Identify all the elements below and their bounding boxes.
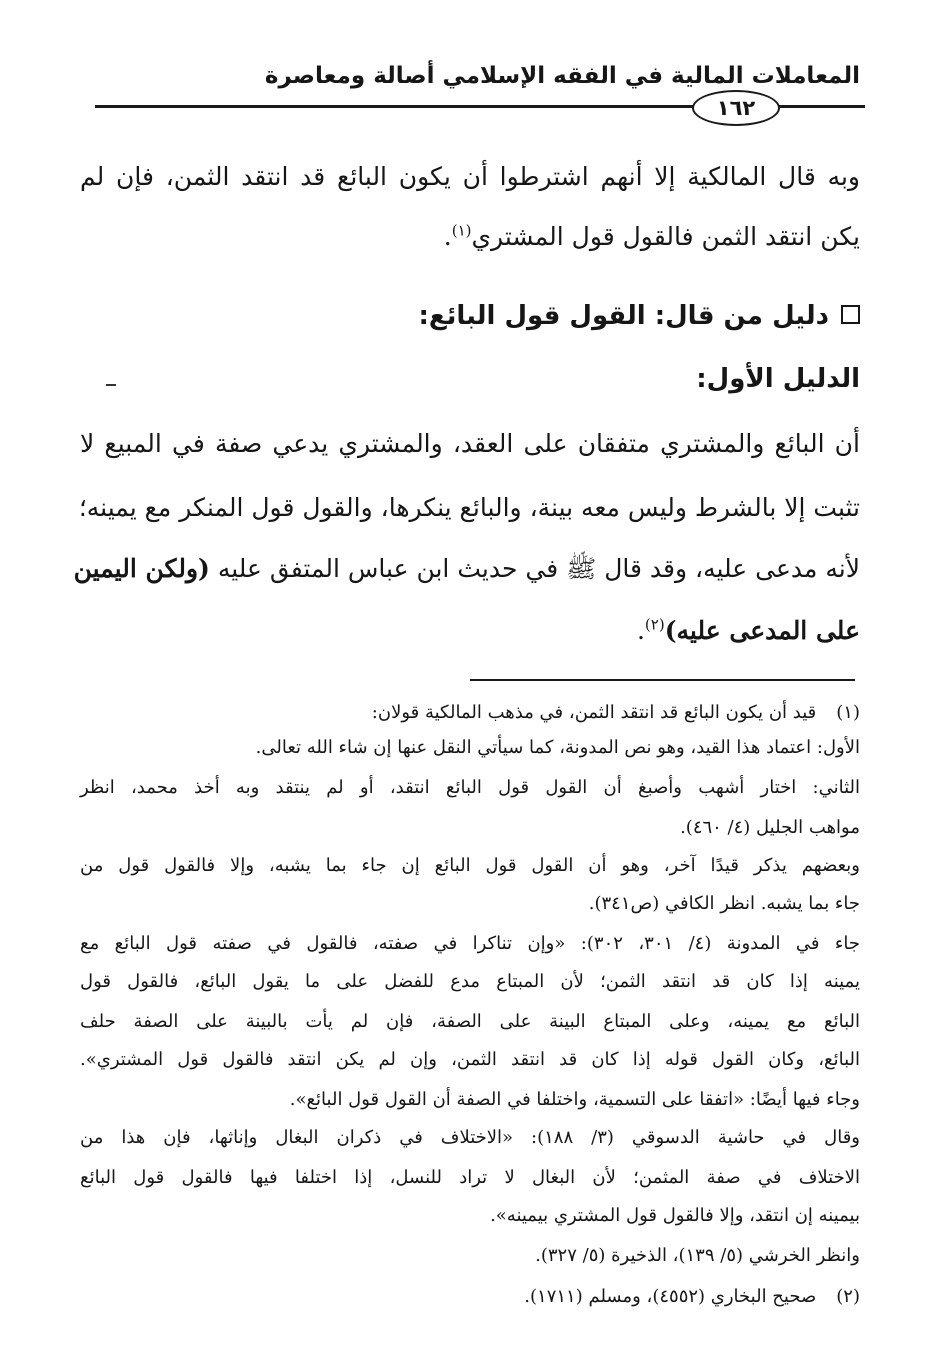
subheading: الدليل الأول: bbox=[696, 364, 860, 394]
body-line: وبه قال المالكية إلا أنهم اشترطوا أن يكون البائع قد انتقد الثمن، فإن لم bbox=[80, 162, 860, 191]
footnote-line: جاء بما يشبه. انظر الكافي (ص٣٤١). bbox=[588, 893, 860, 914]
footnote-line: وقال في حاشية الدسوقي (٣/ ١٨٨): «الاختلاف في ذكران البغال وإناثها، فإن هذا من bbox=[80, 1127, 860, 1148]
running-title: المعاملات المالية في الفقه الإسلامي أصالة ومعاصرة bbox=[264, 63, 860, 89]
period: . bbox=[636, 616, 645, 645]
footnote-line: وجاء فيها أيضًا: «اتفقا على التسمية، واختلفا في الصفة أن القول قول البائع». bbox=[289, 1089, 860, 1110]
footnote-line: وانظر الخرشي (٥/ ١٣٩)، الذخيرة (٥/ ٣٢٧). bbox=[535, 1245, 860, 1266]
section-heading bbox=[80, 293, 860, 339]
footnote-line bbox=[80, 1282, 860, 1312]
footnote-text: قيد أن يكون البائع قد انتقد الثمن، في مذهب المالكية قولان: bbox=[371, 702, 817, 723]
footnote-line: يمينه إذا كان قد انتقد الثمن؛ لأن المبتاع مدع للفضل على ما يقول البائع، فالقول قول bbox=[80, 971, 860, 992]
footnote-line: وبعضهم يذكر قيدًا آخر، وهو أن القول قول البائع إن جاء بما يشبه، وإلا فالقول قول من bbox=[80, 855, 860, 876]
footnote-line: الأول: اعتماد هذا القيد، وهو نص المدونة، كما سيأتي النقل عنها إن شاء الله تعالى. bbox=[255, 737, 860, 758]
footnote-ref: (٢) bbox=[644, 615, 665, 634]
footnote-number: (٢) bbox=[836, 1286, 860, 1307]
page-number: ١٦٢ bbox=[692, 90, 780, 126]
checkbox-bullet-icon bbox=[841, 305, 860, 324]
hadith-quote: (ولكن اليمين bbox=[73, 554, 210, 583]
footnote-line: مواهب الجليل (٤/ ٤٦٠). bbox=[680, 817, 860, 838]
stray-mark bbox=[106, 384, 116, 386]
footnote-line: الاختلاف في صفة المثمن؛ لأن البغال لا تراد للنسل، إذا اختلفا فيها فالقول قول البائع bbox=[80, 1167, 860, 1188]
body-text: لأنه مدعى عليه، وقد قال ﷺ في حديث ابن عباس المتفق عليه bbox=[217, 554, 860, 583]
footnote-text: صحيح البخاري (٤٥٥٢)، ومسلم (١٧١١). bbox=[524, 1286, 817, 1307]
footnote-line: البائع مع يمينه، وعلى المبتاع البينة على الصفة، فإن لم يأت بالبينة على الصفة حلف bbox=[80, 1011, 860, 1032]
body-text: يكن انتقد الثمن فالقول قول المشتري bbox=[471, 222, 860, 251]
body-line bbox=[80, 608, 860, 654]
period: . bbox=[443, 222, 452, 251]
footnote-line: البائع، وكان القول قوله إذا كان قد انتقد الثمن، وإن لم يكن انتقد فالقول قول المشتري». bbox=[80, 1049, 860, 1070]
body-line: تثبت إلا بالشرط وليس معه بينة، والبائع ينكرها، والقول قول المنكر مع يمينه؛ bbox=[78, 493, 860, 522]
body-line: أن البائع والمشتري متفقان على العقد، والمشتري يدعي صفة في المبيع لا bbox=[80, 429, 860, 458]
footnote-line: الثاني: اختار أشهب وأصبغ أن القول قول البائع انتقد، أو لم ينتقد وبه أخذ محمد، انظر bbox=[80, 777, 860, 798]
hadith-quote: على المدعى عليه) bbox=[664, 616, 860, 645]
body-line bbox=[73, 546, 860, 592]
footnote-number: (١) bbox=[836, 702, 860, 723]
footnote-rule bbox=[470, 679, 855, 681]
footnote-line bbox=[80, 698, 860, 728]
body-line bbox=[80, 214, 860, 260]
section-heading-text: دليل من قال: القول قول البائع: bbox=[418, 301, 829, 331]
footnote-line: بيمينه إن انتقد، وإلا فالقول قول المشتري بيمينه». bbox=[490, 1205, 860, 1226]
footnote-ref: (١) bbox=[451, 221, 472, 240]
footnote-line: جاء في المدونة (٤/ ٣٠١، ٣٠٢): «وإن تناكرا في صفته، فالقول في صفته قول البائع مع bbox=[80, 933, 861, 954]
